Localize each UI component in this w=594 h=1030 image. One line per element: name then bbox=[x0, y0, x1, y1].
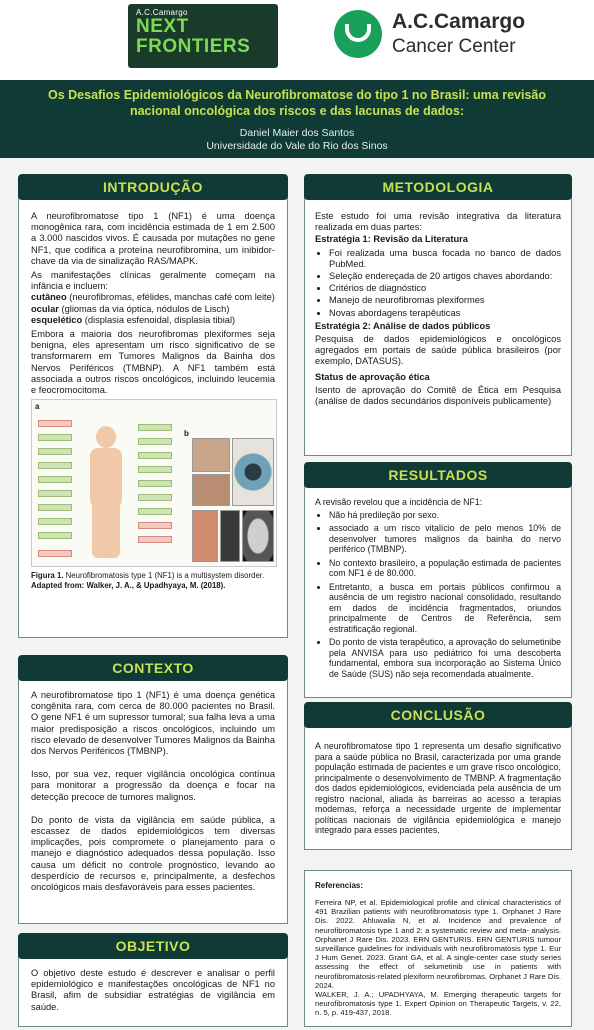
smile-icon bbox=[334, 10, 382, 58]
resultados-item: • Entretanto, a busca em portais públicos confirmou a ausência de um registro nacional consolidado, resultando em dados de incidência fragmentados, oriundos principalmente de Centros de Referência, sem estratificação regional. bbox=[329, 582, 561, 635]
strategy-1-title: Estratégia 1: Revisão da Literatura bbox=[315, 234, 468, 245]
photo-skin-2 bbox=[192, 474, 230, 506]
contexto-paragraph-3: Do ponto de vista da vigilância em saúde pública, a escassez de dados epidemiológicos tem diversas implicações, pois compromete o planejamento para o manejo e diagnóstico adequados dessa população. Isso causa um déficit no controle prognóstico, levando ao desperdício de recursos e, principalmente, a desfechos oncológicos mais desfavoráveis para esses pacientes. bbox=[31, 814, 275, 893]
ac-logo-line2: Cancer Center bbox=[392, 36, 516, 57]
intro-manifestation-ocular: ocular (gliomas da via óptica, nódulos de Lisch) bbox=[31, 303, 230, 314]
ethics-text: Isento de aprovação do Comitê de Ética em Pesquisa (análise de dados secundários disponíveis publicamente) bbox=[315, 384, 561, 407]
referencias-text: Ferreira NP, et al. Epidemiological profile and clinical characteristics of 491 Brazilian patients with neurofibromatosis type 1. Orphanet J Rare Dis. 2022. Ahluwalia N, et al. Incidence and prevalence of neurofibromatosis type 1 and 2: a systematic review and meta- analysis. Orphanet J Rare Dis. 2023. ERN GENTURIS. ERN GENTURIS tumour surveillance guidelines for individuals with neurofibromatosis type 1. Eur J Hum Genet. 2023. Grant GA, et al. A single-center case study series assessing the effect of selumetinib use in patients with neurofibromatosis-related plexiform neurofibromas. Orphanet J Rare Dis. 2024. bbox=[315, 898, 561, 990]
intro-paragraph-2: As manifestações clínicas geralmente começam na infância e incluem: bbox=[31, 270, 275, 292]
figure-label-a: a bbox=[35, 402, 40, 412]
photo-leg bbox=[192, 510, 218, 562]
metodologia-paragraph-1: Este estudo foi uma revisão integrativa da literatura realizada em duas partes: bbox=[315, 211, 561, 233]
objetivo-panel bbox=[18, 947, 288, 1027]
ac-logo-line1: A.C.Camargo bbox=[392, 10, 526, 33]
strategy-1-item: • Manejo de neurofibromas plexiformes bbox=[329, 295, 561, 306]
strategy-1-list bbox=[329, 248, 561, 319]
conclusao-heading: CONCLUSÃO bbox=[304, 702, 572, 728]
photo-skin bbox=[192, 438, 230, 472]
resultados-item: • associado a um risco vitalício de pelo menos 10% de desenvolver tumores malignos da bainha do nervo periférico (TMBNP). bbox=[329, 523, 561, 555]
contexto-panel bbox=[18, 669, 288, 924]
nf-logo-line1: NEXT bbox=[136, 16, 189, 37]
poster-title: Os Desafios Epidemiológicos da Neurofibromatose do tipo 1 no Brasil: uma revisão nacional oncológica dos riscos e das lacunas de dados: bbox=[47, 88, 547, 118]
conclusao-paragraph-1: A neurofibromatose tipo 1 representa um desafio significativo para a saúde pública no Brasil, caracterizada por uma grande população estimada de pacientes e um grave risco oncológico, principalmente o desenvolvimento de TMBNP. A fragmentação dos dados epidemiológicos, evidenciada pela ausência de um registro nacional, aliada às barreiras ao acesso a terapias modernas, reforça a necessidade urgente de implementar políticas nacionais de vigilância epidemiológica e manejo integrado para esses pacientes. bbox=[315, 741, 561, 835]
metodologia-panel bbox=[304, 188, 572, 456]
strategy-1-item: • Critérios de diagnóstico bbox=[329, 283, 561, 294]
resultados-item: • No contexto brasileiro, a população estimada de pacientes com NF1 é de 80.000. bbox=[329, 558, 561, 579]
resultados-heading: RESULTADOS bbox=[304, 462, 572, 488]
strategy-2-title: Estratégia 2: Análise de dados públicos bbox=[315, 320, 491, 331]
referencias-text-2: WALKER, J. A.; UPADHYAYA, M. Emerging therapeutic targets for neurofibromatosis type 1. Expert Opinion on Therapeutic Targets, v. 22, n. 5, p. 419-437, 2018. bbox=[315, 990, 561, 1018]
objetivo-heading: OBJETIVO bbox=[18, 933, 288, 959]
institution-name: Universidade do Vale do Rio dos Sinos bbox=[206, 140, 388, 152]
contexto-paragraph-1: A neurofibromatose tipo 1 (NF1) é uma doença genética congênita rara, com cerca de 80.000 pacientes no Brasil. O gene NF1 é um supressor tumoral; sua falha leva a uma maior predisposição a riscos oncológicos, incluindo um risco elevado de desenvolver Tumores Malignos da Bainha dos Nervos Periféricos (TMBNP). bbox=[31, 690, 275, 757]
conclusao-panel bbox=[304, 716, 572, 850]
contexto-heading: CONTEXTO bbox=[18, 655, 288, 681]
strategy-1-item: • Seleção endereçada de 20 artigos chaves abordando: bbox=[329, 271, 561, 282]
resultados-intro: A revisão revelou que a incidência de NF1: bbox=[315, 497, 483, 507]
objetivo-paragraph-1: O objetivo deste estudo é descrever e analisar o perfil epidemiológico e manifestações oncológicas de NF1 no Brasil, afim de subsidiar estratégias de vigilância em saúde. bbox=[31, 968, 275, 1012]
ac-camargo-logo bbox=[334, 6, 544, 62]
contexto-paragraph-2: Isso, por sua vez, requer vigilância oncológica contínua para monitorar a progressão da doença e focar na detecção precoce de tumores malignos. bbox=[31, 769, 275, 802]
poster-header bbox=[0, 0, 594, 80]
ethics-title: Status de aprovação ética bbox=[315, 371, 430, 382]
intro-paragraph-1: A neurofibromatose tipo 1 (NF1) é uma doença monogênica rara, com incidência estimada de 1 em 2.500 a 3.000 nascidos vivos. É causada por mutações no gene NF1, que codifica a proteína neurofibromina, um inibidor-chave da via de sinalização RAS/MAPK. bbox=[31, 211, 275, 266]
nf-logo-line2: FRONTIERS bbox=[136, 36, 251, 57]
resultados-item: • Do ponto de vista terapêutico, a aprovação do selumetinibe pela ANVISA para uso pediátrico foi uma descoberta fundamental, embora sua incorporação ao Sistema Único de Saúde (SUS) não seja recomendada atualmente. bbox=[329, 637, 561, 679]
introducao-panel bbox=[18, 188, 288, 638]
resultados-list bbox=[329, 510, 561, 680]
figure-adapted-from: Adapted from: Walker, J. A., & Upadhyaya, M. (2018). bbox=[31, 580, 226, 590]
strategy-2-text: Pesquisa de dados epidemiológicos e oncológicos agregados em portais de saúde pública brasileiros (por exemplo, DATASUS). bbox=[315, 334, 561, 367]
nf-logo-small: A.C.Camargo bbox=[136, 8, 188, 17]
referencias-panel bbox=[304, 870, 572, 1027]
photo-mri bbox=[242, 510, 274, 562]
intro-manifestation-cutaneo: cutâneo (neurofibromas, efélides, manchas café com leite) bbox=[31, 292, 275, 303]
figure-caption: Figura 1. Neurofibromatosis type 1 (NF1) is a multisystem disorder. bbox=[31, 571, 265, 581]
introducao-heading: INTRODUÇÃO bbox=[18, 174, 288, 200]
title-banner bbox=[0, 80, 594, 158]
intro-manifestation-esqueletico: esquelético (displasia esfenoidal, displasia tibial) bbox=[31, 314, 236, 325]
figure-nf1-multisystem bbox=[31, 399, 277, 567]
photo-eye bbox=[232, 438, 274, 506]
figure-label-b: b bbox=[184, 429, 189, 439]
photo-xray bbox=[220, 510, 240, 562]
body-diagram bbox=[38, 418, 178, 564]
resultados-item: • Não há predileção por sexo. bbox=[329, 510, 561, 521]
next-frontiers-logo bbox=[128, 4, 278, 68]
resultados-panel bbox=[304, 476, 572, 698]
strategy-1-item: • Novas abordagens terapêuticas bbox=[329, 308, 561, 319]
referencias-heading: Referencias: bbox=[315, 881, 364, 890]
metodologia-heading: METODOLOGIA bbox=[304, 174, 572, 200]
author-name: Daniel Maier dos Santos bbox=[239, 127, 355, 139]
strategy-1-item: • Foi realizada uma busca focada no banco de dados PubMed. bbox=[329, 248, 561, 270]
intro-paragraph-3: Embora a maioria dos neurofibromas plexiformes seja benigna, eles apresentam um risco significativo de se transformarem em Tumores Malignos da Bainha dos Nervos Periféricos (TMBNP). A NF1 também está associada a outros riscos oncológicos, incluindo leucemia e feocromocitoma. bbox=[31, 329, 275, 396]
